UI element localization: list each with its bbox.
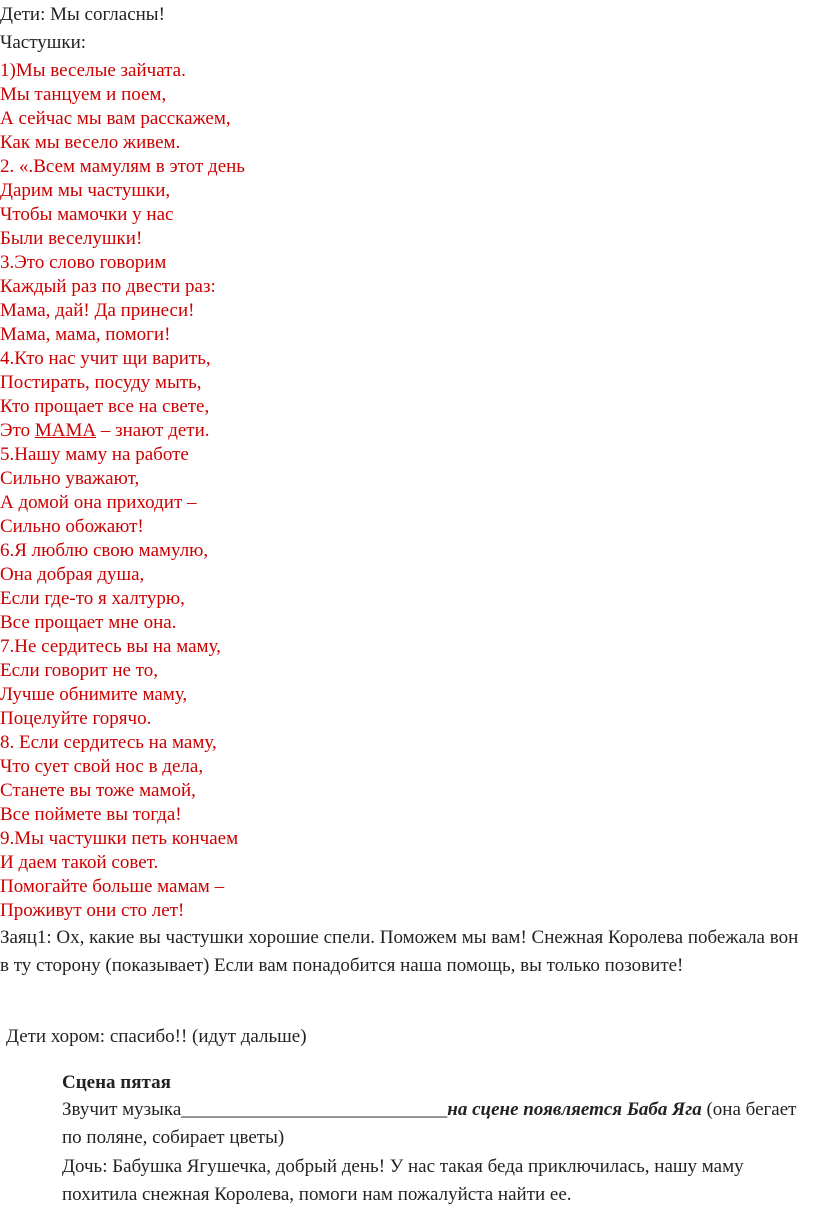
chastushka-line: Были веселушки! <box>0 228 143 249</box>
chastushka-line: Помогайте больше мамам – <box>0 876 225 897</box>
chastushka-line: Кто прощает все на свете, <box>0 396 210 417</box>
chastushki-heading: Частушки: <box>0 32 87 53</box>
chastushka-line: 6.Я люблю свою мамулю, <box>0 540 209 561</box>
mama-line-before: Это <box>0 420 35 441</box>
chastushka-line: И даем такой совет. <box>0 852 159 873</box>
chastushka-line: А сейчас мы вам расскажем, <box>0 108 231 129</box>
chastushka-line: Постирать, посуду мыть, <box>0 372 202 393</box>
chastushka-line: Лучше обнимите маму, <box>0 684 188 705</box>
chastushka-line: Она добрая душа, <box>0 564 145 585</box>
chastushka-line: Чтобы мамочки у нас <box>0 204 174 225</box>
chastushka-line: Станете вы тоже мамой, <box>0 780 196 801</box>
mama-line <box>0 419 210 443</box>
daughter-paragraph: Дочь: Бабушка Ягушечка, добрый день! У нас такая беда приключилась, нашу маму похитила снежная Королева, помоги нам пожалуйста найти ее. <box>62 1156 744 1205</box>
chastushka-line: 4.Кто нас учит щи варить, <box>0 348 211 369</box>
chastushka-line: Поцелуйте горячо. <box>0 708 152 729</box>
scene-title: Сцена пятая <box>62 1072 171 1093</box>
music-suffix: (она бегает по поляне, собирает цветы) <box>62 1099 797 1148</box>
chastushka-line: Все прощает мне она. <box>0 612 177 633</box>
music-blank: ____________________________ <box>181 1099 448 1120</box>
chastushka-line: Сильно обожают! <box>0 516 144 537</box>
chastushka-line: Сильно уважают, <box>0 468 140 489</box>
chastushka-line: Если где-то я халтурю, <box>0 588 185 609</box>
chastushka-line: Мама, дай! Да принеси! <box>0 300 195 321</box>
music-bold-text: на сцене появляется Баба Яга <box>447 1099 702 1120</box>
chastushka-line: А домой она приходит – <box>0 492 197 513</box>
chastushka-line: Все поймете вы тогда! <box>0 804 182 825</box>
mama-underlined: МАМА <box>34 420 97 441</box>
chastushka-line: 3.Это слово говорим <box>0 252 167 273</box>
chastushka-line: 7.Не сердитесь вы на маму, <box>0 636 221 657</box>
chastushka-line: Проживут они сто лет! <box>0 900 185 921</box>
chastushka-line: 2. «.Всем мамулям в этот день <box>0 156 245 177</box>
chastushka-line: Как мы весело живем. <box>0 132 181 153</box>
chastushka-line: Если говорит не то, <box>0 660 158 681</box>
chastushka-line: Что сует свой нос в дела, <box>0 756 204 777</box>
chastushka-line: 1)Мы веселые зайчата. <box>0 60 186 81</box>
music-prefix: Звучит музыка <box>62 1099 182 1120</box>
chastushka-line: 5.Нашу маму на работе <box>0 444 189 465</box>
chastushka-line: Мы танцуем и поем, <box>0 84 167 105</box>
chastushka-line: 8. Если сердитесь на маму, <box>0 732 217 753</box>
scene-music-paragraph <box>62 1096 802 1152</box>
chastushka-line: 9.Мы частушки петь кончаем <box>0 828 239 849</box>
mama-line-after: – знают дети. <box>96 420 210 441</box>
children-agree-line: Дети: Мы согласны! <box>0 4 165 25</box>
zayats-paragraph: Заяц1: Ох, какие вы частушки хорошие спели. Поможем мы вам! Снежная Королева побежала вон в ту сторону (показывает) Если вам понадобится наша помощь, вы только позовите! <box>0 927 799 976</box>
children-chorus-line: Дети хором: спасибо!! (идут дальше) <box>6 1026 307 1047</box>
chastushka-line: Мама, мама, помоги! <box>0 324 171 345</box>
chastushka-line: Каждый раз по двести раз: <box>0 276 216 297</box>
chastushka-line: Дарим мы частушки, <box>0 180 171 201</box>
